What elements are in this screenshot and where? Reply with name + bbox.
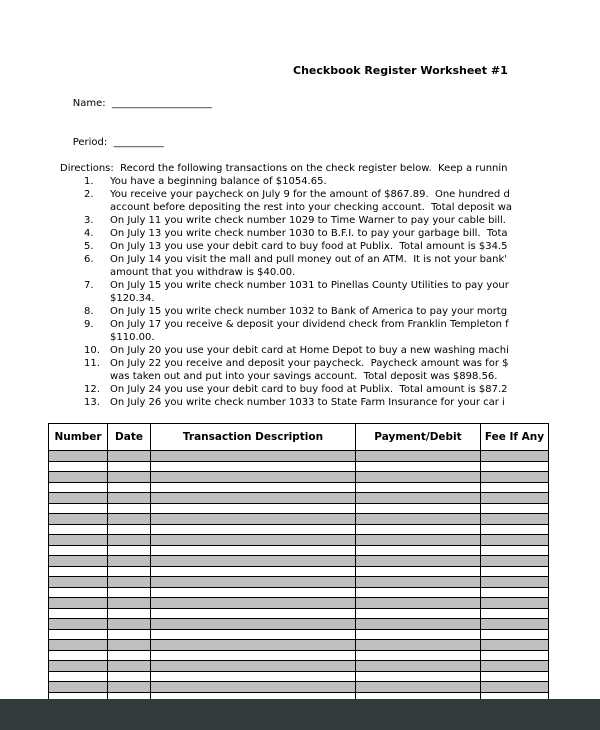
- list-item: [84, 253, 600, 279]
- register-cell[interactable]: [356, 640, 481, 651]
- register-cell[interactable]: [151, 482, 356, 493]
- register-cell[interactable]: [356, 545, 481, 556]
- register-cell[interactable]: [151, 661, 356, 672]
- list-item: [84, 357, 600, 383]
- register-cell[interactable]: [151, 524, 356, 535]
- list-item-number: 3.: [84, 215, 94, 226]
- register-cell[interactable]: [49, 671, 108, 682]
- register-cell[interactable]: [108, 566, 151, 577]
- register-cell[interactable]: [49, 556, 108, 567]
- period-blank-line[interactable]: __________: [113, 137, 164, 148]
- list-item-text: On July 15 you write check number 1031 to Pinellas County Utilities to pay your $120.34.: [110, 280, 509, 304]
- register-cell[interactable]: [356, 503, 481, 514]
- register-cell[interactable]: [151, 587, 356, 598]
- register-cell[interactable]: [481, 461, 549, 472]
- column-header: Fee If Any: [481, 424, 549, 451]
- register-row: [49, 461, 549, 472]
- list-item-text: On July 20 you use your debit card at Home Depot to buy a new washing machi: [110, 345, 509, 356]
- register-cell[interactable]: [108, 650, 151, 661]
- list-item-text: On July 14 you visit the mall and pull money out of an ATM. It is not your bank' amount that you withdraw is $40.00.: [110, 254, 507, 278]
- register-cell[interactable]: [49, 545, 108, 556]
- list-item-number: 10.: [84, 345, 100, 356]
- register-row: [49, 619, 549, 630]
- register-cell[interactable]: [108, 514, 151, 525]
- register-cell[interactable]: [356, 514, 481, 525]
- register-row: [49, 503, 549, 514]
- register-cell[interactable]: [151, 598, 356, 609]
- list-item: [84, 240, 600, 253]
- register-cell[interactable]: [49, 650, 108, 661]
- register-cell[interactable]: [108, 671, 151, 682]
- list-item: [84, 344, 600, 357]
- list-item-text: On July 13 you write check number 1030 to B.F.I. to pay your garbage bill. Tota: [110, 228, 508, 239]
- register-cell[interactable]: [481, 493, 549, 504]
- register-row: [49, 629, 549, 640]
- list-item: [84, 279, 600, 305]
- register-cell[interactable]: [151, 671, 356, 682]
- name-blank-line[interactable]: ____________________: [111, 98, 212, 109]
- register-cell[interactable]: [356, 556, 481, 567]
- register-cell[interactable]: [108, 598, 151, 609]
- register-row: [49, 682, 549, 693]
- register-cell[interactable]: [356, 461, 481, 472]
- register-row: [49, 493, 549, 504]
- name-label: Name:: [72, 98, 112, 109]
- list-item-number: 6.: [84, 254, 94, 265]
- register-cell[interactable]: [481, 661, 549, 672]
- register-cell[interactable]: [151, 556, 356, 567]
- list-item: [84, 383, 600, 396]
- register-cell[interactable]: [49, 587, 108, 598]
- list-item-number: 5.: [84, 241, 94, 252]
- register-cell[interactable]: [151, 629, 356, 640]
- register-cell[interactable]: [151, 514, 356, 525]
- column-header: Transaction Description: [151, 424, 356, 451]
- register-cell[interactable]: [49, 682, 108, 693]
- register-cell[interactable]: [481, 598, 549, 609]
- list-item-text: On July 11 you write check number 1029 to Time Warner to pay your cable bill.: [110, 215, 506, 226]
- name-field-row: [60, 84, 600, 123]
- register-cell[interactable]: [481, 577, 549, 588]
- register-cell[interactable]: [481, 556, 549, 567]
- register-cell[interactable]: [49, 461, 108, 472]
- register-cell[interactable]: [356, 629, 481, 640]
- list-item-number: 7.: [84, 280, 94, 291]
- register-cell[interactable]: [49, 524, 108, 535]
- register-cell[interactable]: [108, 535, 151, 546]
- register-cell[interactable]: [481, 566, 549, 577]
- register-cell[interactable]: [151, 545, 356, 556]
- register-row: [49, 535, 549, 546]
- bottom-band: [0, 699, 600, 730]
- list-item: [84, 305, 600, 318]
- register-cell[interactable]: [151, 650, 356, 661]
- register-cell[interactable]: [151, 577, 356, 588]
- register-cell[interactable]: [49, 566, 108, 577]
- register-cell[interactable]: [151, 619, 356, 630]
- register-cell[interactable]: [356, 524, 481, 535]
- register-cell[interactable]: [108, 577, 151, 588]
- register-row: [49, 545, 549, 556]
- list-item-number: 12.: [84, 384, 100, 395]
- register-cell[interactable]: [481, 472, 549, 483]
- register-cell[interactable]: [356, 608, 481, 619]
- register-cell[interactable]: [49, 598, 108, 609]
- list-item-number: 13.: [84, 397, 100, 408]
- list-item: [84, 188, 600, 214]
- register-row: [49, 640, 549, 651]
- register-cell[interactable]: [356, 587, 481, 598]
- register-cell[interactable]: [151, 451, 356, 462]
- register-cell[interactable]: [356, 482, 481, 493]
- register-cell[interactable]: [108, 629, 151, 640]
- register-cell[interactable]: [481, 503, 549, 514]
- register-cell[interactable]: [108, 451, 151, 462]
- register-cell[interactable]: [356, 493, 481, 504]
- register-cell[interactable]: [49, 661, 108, 672]
- register-row: [49, 514, 549, 525]
- list-item-number: 4.: [84, 228, 94, 239]
- register-row: [49, 566, 549, 577]
- list-item-number: 1.: [84, 176, 94, 187]
- register-cell[interactable]: [108, 482, 151, 493]
- list-item: [84, 396, 600, 409]
- register-cell[interactable]: [481, 545, 549, 556]
- register-cell[interactable]: [356, 682, 481, 693]
- register-row: [49, 587, 549, 598]
- table-header-row: [49, 424, 549, 451]
- list-item: [84, 318, 600, 344]
- register-cell[interactable]: [151, 682, 356, 693]
- register-cell[interactable]: [108, 619, 151, 630]
- register-cell[interactable]: [151, 640, 356, 651]
- register-cell[interactable]: [481, 671, 549, 682]
- register-cell[interactable]: [481, 650, 549, 661]
- register-cell[interactable]: [356, 566, 481, 577]
- register-cell[interactable]: [151, 461, 356, 472]
- register-cell[interactable]: [108, 472, 151, 483]
- register-cell[interactable]: [108, 493, 151, 504]
- list-item: [84, 175, 600, 188]
- list-item-text: On July 24 you use your debit card to buy food at Publix. Total amount is $87.2: [110, 384, 508, 395]
- page-title: Checkbook Register Worksheet #1: [293, 64, 508, 77]
- list-item-text: You receive your paycheck on July 9 for the amount of $867.89. One hundred d account before depositing the rest into your checking account. Total deposit wa: [110, 189, 513, 213]
- register-cell[interactable]: [108, 587, 151, 598]
- period-field-row: [60, 123, 600, 162]
- register-cell[interactable]: [49, 629, 108, 640]
- register-cell[interactable]: [108, 640, 151, 651]
- register-row: [49, 608, 549, 619]
- list-item-text: On July 15 you write check number 1032 to Bank of America to pay your mortg: [110, 306, 508, 317]
- register-cell[interactable]: [356, 598, 481, 609]
- register-row: [49, 524, 549, 535]
- register-cell[interactable]: [481, 535, 549, 546]
- register-row: [49, 650, 549, 661]
- list-item-text: On July 17 you receive & deposit your dividend check from Franklin Templeton f $110.00.: [110, 319, 509, 343]
- list-item-number: 9.: [84, 319, 94, 330]
- directions-text: Directions: Record the following transactions on the check register below. Keep a runnin: [60, 163, 508, 174]
- register-row: [49, 598, 549, 609]
- register-cell[interactable]: [356, 650, 481, 661]
- register-cell[interactable]: [151, 472, 356, 483]
- register-cell[interactable]: [151, 566, 356, 577]
- register-cell[interactable]: [481, 587, 549, 598]
- register-cell[interactable]: [481, 514, 549, 525]
- register-cell[interactable]: [49, 640, 108, 651]
- register-cell[interactable]: [356, 577, 481, 588]
- list-item-text: On July 22 you receive and deposit your paycheck. Paycheck amount was for $ was taken out and put into your savings account. Total deposit was $898.56.: [110, 358, 509, 382]
- list-item-text: On July 26 you write check number 1033 to State Farm Insurance for your car i: [110, 397, 505, 408]
- register-cell[interactable]: [108, 524, 151, 535]
- register-cell[interactable]: [356, 472, 481, 483]
- list-item-number: 8.: [84, 306, 94, 317]
- register-cell[interactable]: [108, 545, 151, 556]
- register-cell[interactable]: [108, 556, 151, 567]
- register-cell[interactable]: [49, 472, 108, 483]
- list-item: [84, 214, 600, 227]
- register-cell[interactable]: [481, 682, 549, 693]
- register-cell[interactable]: [356, 619, 481, 630]
- register-cell[interactable]: [49, 514, 108, 525]
- register-row: [49, 472, 549, 483]
- register-cell[interactable]: [108, 661, 151, 672]
- register-cell[interactable]: [481, 640, 549, 651]
- register-row: [49, 451, 549, 462]
- column-header: Number: [49, 424, 108, 451]
- register-cell[interactable]: [481, 451, 549, 462]
- register-cell[interactable]: [108, 608, 151, 619]
- list-item-number: 2.: [84, 189, 94, 200]
- register-cell[interactable]: [108, 503, 151, 514]
- register-cell[interactable]: [481, 619, 549, 630]
- register-cell[interactable]: [151, 608, 356, 619]
- register-cell[interactable]: [49, 493, 108, 504]
- register-cell[interactable]: [49, 503, 108, 514]
- register-cell[interactable]: [151, 503, 356, 514]
- register-cell[interactable]: [49, 482, 108, 493]
- register-row: [49, 661, 549, 672]
- register-cell[interactable]: [481, 524, 549, 535]
- register-cell[interactable]: [49, 619, 108, 630]
- register-cell[interactable]: [481, 608, 549, 619]
- column-header: Payment/Debit: [356, 424, 481, 451]
- register-table: [48, 423, 549, 706]
- register-cell[interactable]: [356, 661, 481, 672]
- list-item: [84, 227, 600, 240]
- list-item-text: You have a beginning balance of $1054.65.: [110, 176, 327, 187]
- register-cell[interactable]: [49, 608, 108, 619]
- register-cell[interactable]: [356, 671, 481, 682]
- register-cell[interactable]: [49, 577, 108, 588]
- list-item-number: 11.: [84, 358, 100, 369]
- register-row: [49, 577, 549, 588]
- list-item-text: On July 13 you use your debit card to buy food at Publix. Total amount is $34.5: [110, 241, 508, 252]
- register-cell[interactable]: [151, 493, 356, 504]
- register-row: [49, 671, 549, 682]
- register-cell[interactable]: [356, 535, 481, 546]
- transaction-list: [84, 175, 600, 409]
- column-header: Date: [108, 424, 151, 451]
- register-cell[interactable]: [151, 535, 356, 546]
- register-cell[interactable]: [108, 682, 151, 693]
- register-row: [49, 482, 549, 493]
- register-cell[interactable]: [49, 535, 108, 546]
- register-cell[interactable]: [481, 629, 549, 640]
- register-cell[interactable]: [356, 451, 481, 462]
- register-cell[interactable]: [49, 451, 108, 462]
- register-cell[interactable]: [108, 461, 151, 472]
- period-label: Period:: [72, 137, 114, 148]
- register-row: [49, 556, 549, 567]
- register-cell[interactable]: [481, 482, 549, 493]
